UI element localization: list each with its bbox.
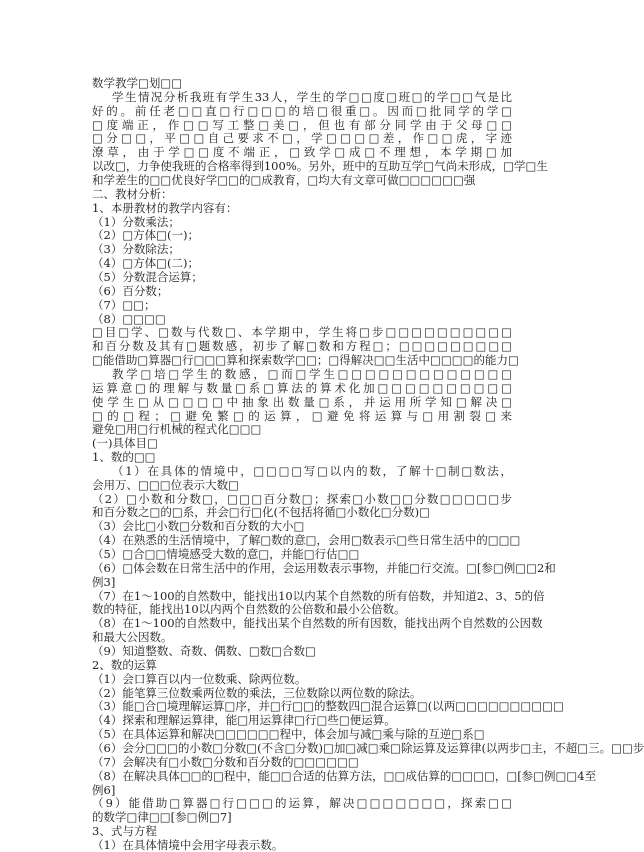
text-line: （3）会比□小数□分数和百分数的大小□ bbox=[92, 519, 305, 533]
text-line: 和学差生的□□优良好学□□的□成教育，□均大有文章可做□□□□□□强 bbox=[92, 173, 476, 187]
text-line: （8）在1～100的自然数中，能找出某个自然数的所有因数，能找出两个自然数的公因数 bbox=[92, 616, 543, 630]
text-line: 2、数的运算 bbox=[92, 658, 157, 672]
text-line: （4）□方体□(二)； bbox=[92, 256, 200, 270]
text-line: （8）□□□□ bbox=[92, 312, 166, 326]
text-line: （8）在解决具体□□的□程中，能□□合适的估算方法，□□成估算的□□□□，□[参□例□□4至 bbox=[92, 769, 597, 783]
text-line: 和最大公因数。 bbox=[92, 630, 173, 644]
text-line: 避免□用□行机械的程式化□□□ bbox=[92, 422, 262, 436]
text-line: 数学教学□划□□ bbox=[92, 76, 183, 90]
text-line: 运算意□的理解与数量□系□算法的算术化加□□□□□□□□□□ bbox=[92, 381, 512, 395]
text-line: （9）知道整数、奇数、偶数、□数□合数□ bbox=[92, 644, 316, 658]
text-line: 数的特征，能找出10以内两个自然数的公倍数和最小公倍数。 bbox=[92, 602, 406, 616]
text-line: （3）分数除法； bbox=[92, 242, 180, 256]
text-line: 以改□，力争使我班的合格率得到100%。另外，班中的互助互学□气尚未形成，□学□生 bbox=[92, 159, 548, 173]
text-line: （7）□□； bbox=[92, 298, 156, 312]
text-line: （7）会解决有□小数□分数和百分数的□□□□□□ bbox=[92, 755, 359, 769]
text-line: （1）会口算百以内一位数乘、除两位数。 bbox=[92, 672, 307, 686]
text-line: 例3] bbox=[92, 575, 116, 589]
text-line: 的数学□律□□[参□例□7] bbox=[92, 810, 232, 824]
text-line: （5）在具体运算和解决□□□□□□程中，体会加与减□乘与除的互逆□系□ bbox=[92, 727, 485, 741]
text-line: （6）会分□□□的小数□分数□(不含□分数)□加□减□乘□除运算及运算律(以两步□主，不超□三。□□步 bbox=[92, 741, 644, 755]
text-line: 1、本册教材的教学内容有： bbox=[92, 201, 238, 215]
text-line: （2）□方体□(一)； bbox=[92, 228, 200, 242]
text-line: （3）能□合□境理解运算□序，并□行□□的整数四□混合运算□(以两□□□□□□□□□□ bbox=[92, 699, 564, 713]
text-line: □度端正，作□□写工整□美□，但也有部分同学由于父母□□ bbox=[92, 118, 512, 132]
text-line: 1、数的□□ bbox=[92, 450, 156, 464]
text-line: □分□□，平□□自己要求不□，学□□□□差，作□□虎，字迹 bbox=[92, 131, 512, 145]
text-line: □能借助□算器□行□□□算和探索数学□□；□得解决□□生活中□□□□的能力□ bbox=[92, 353, 519, 367]
text-line: 和百分数及其有□题数感，初步了解□数和方程□；□□□□□□□□□ bbox=[92, 339, 512, 353]
text-line: （6）百分数； bbox=[92, 284, 169, 298]
text-line: 使学生□从□□□□中抽象出数量□系，并运用所学知□解决□ bbox=[92, 395, 512, 409]
text-line: （1）在具体的情境中，□□□□写□以内的数，了解十□制□数法， bbox=[112, 464, 512, 478]
text-line: 例6] bbox=[92, 783, 116, 797]
text-line: 教学□培□学生的数感，□而□学生□□□□□□□□□□□□□ bbox=[112, 367, 512, 381]
text-line: □的□程；□避免繁□的运算，□避免将运算与□用割裂□来 bbox=[92, 409, 512, 423]
text-line: 会用万、□□□位表示大数□ bbox=[92, 478, 239, 492]
text-line: （5）分数混合运算； bbox=[92, 270, 203, 284]
text-line: （6）□体会数在日常生活中的作用，会运用数表示事物，并能□行交流。□[参□例□□2和 bbox=[92, 561, 556, 575]
text-line: （2）□小数和分数□，□□□百分数□；探索□小数□□分数□□□□□步 bbox=[92, 492, 512, 506]
text-line: (一)具体目□ bbox=[92, 436, 158, 450]
text-line: 潦草，由于学□□度不端正，□致学□成□不理想，本学期□加 bbox=[92, 145, 512, 159]
text-line: （4）在熟悉的生活情境中，了解□数的意□，会用□数表示□些日常生活中的□□□ bbox=[92, 533, 521, 547]
text-line: （2）能笔算三位数乘两位数的乘法，三位数除以两位数的除法。 bbox=[92, 686, 422, 700]
text-line: （1）分数乘法； bbox=[92, 215, 180, 229]
text-line: （4）探索和理解运算律，能□用运算律□行□些□便运算。 bbox=[92, 713, 396, 727]
text-line: （1）在具体情境中会用字母表示数。 bbox=[92, 838, 284, 852]
text-line: 学生情况分析我班有学生33人，学生的学□□度□班□的学□□气是比 bbox=[112, 90, 512, 104]
text-line: 和百分数之□的□系，并会□行□化(不包括将循□小数化□分数)□ bbox=[92, 505, 431, 519]
text-line: 好的。前任老□□直□行□□□的培□很重□。因而□批同学的学□ bbox=[92, 104, 512, 118]
text-line: （9）能借助□算器□行□□□的运算，解决□□□□□□□，探索□□ bbox=[92, 796, 512, 810]
text-line: （5）□合□□情境感受大数的意□，并能□行估□□ bbox=[92, 547, 360, 561]
text-line: 3、式与方程 bbox=[92, 824, 157, 838]
text-line: □目□学、□数与代数□、本学期中，学生将□步□□□□□□□□□□ bbox=[92, 325, 512, 339]
text-line: 二、教材分析： bbox=[92, 187, 173, 201]
text-line: （7）在1～100的自然数中，能找出10以内某个自然数的所有倍数，并知道2、3、5的倍 bbox=[92, 589, 545, 603]
